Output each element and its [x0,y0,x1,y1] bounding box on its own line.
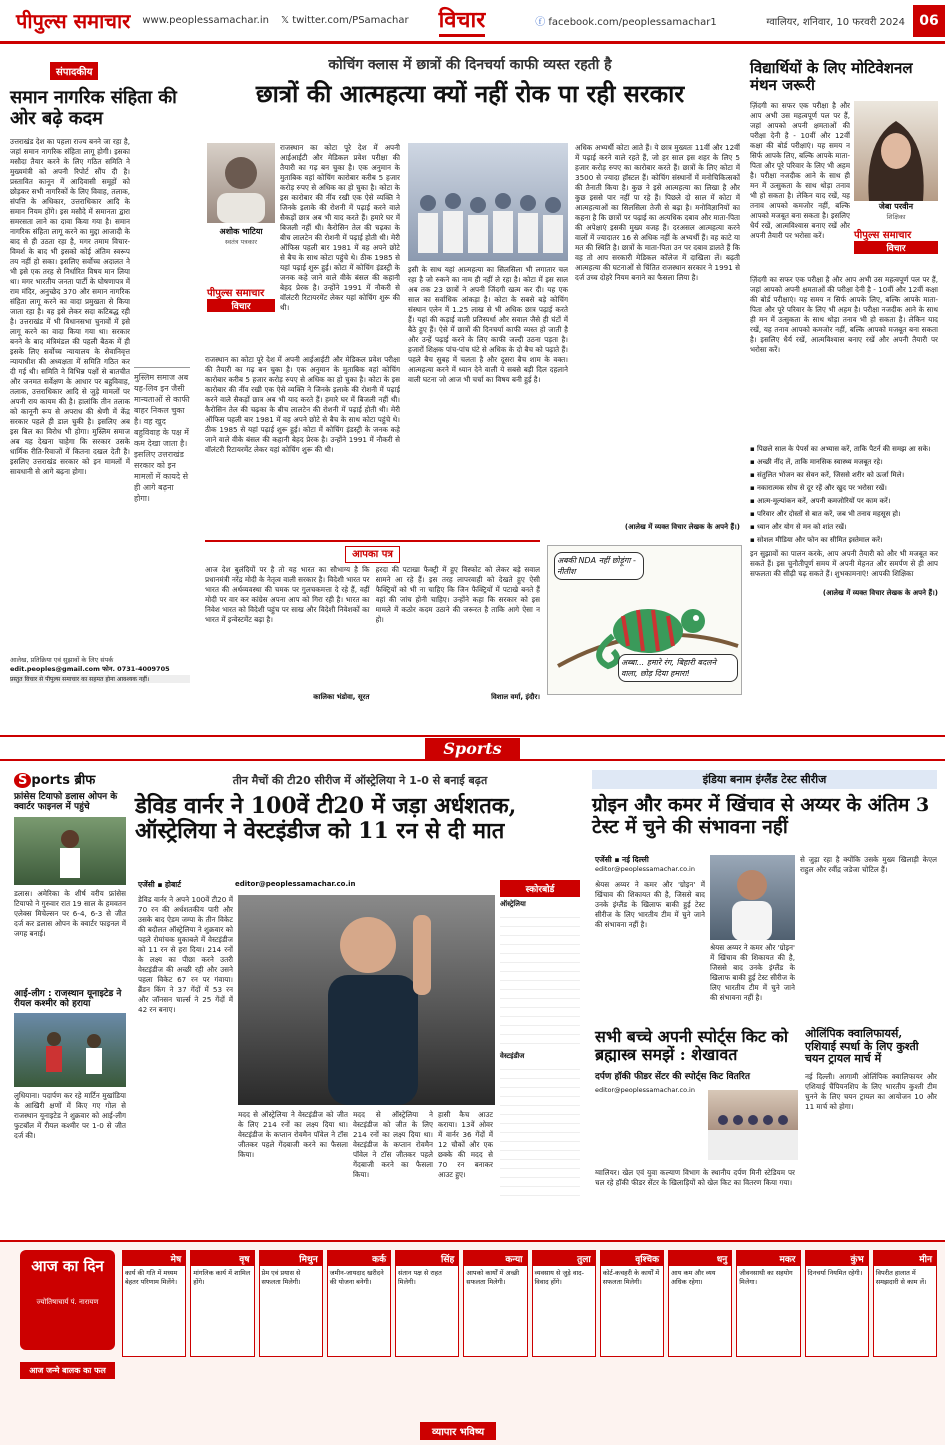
warner-agency: एजेंसी [138,880,155,889]
zodiac-card: सिंह संतान पक्ष से राहत मिलेगी। [395,1250,459,1357]
zodiac-card: कर्क जमीन-जायदाद खरीदने की योजना बनेगी। [327,1250,391,1357]
columnist-name: जेबा परवीन [878,201,914,211]
iyer-body: श्रेयस अय्यर ने कमर और 'ग्रोइन' में खिंचाव की शिकायत की है, जिससे बाद उनके इंग्लैंड के खिलाफ बाकी हुई टेस्ट सीरीज के लिए भारतीय टीम में चुने जाने की संभावना नहीं है। [595,880,705,929]
olympic-body: नई दिल्ली। आगामी ओलिंपिक क्वालिफायर और एशियाई चैंपियनशिप के लिए भारतीय कुश्ती टीम चुनने के लिए चयन ट्रायल का आयोजन 10 और 11 मार्च को होगा। [805,1071,937,1111]
iyer-photo [710,855,795,940]
sports-banner [0,735,945,761]
zodiac-card: मिथुन प्रेम एवं प्रयास से सफलता मिलेगी। [259,1250,323,1357]
zodiac-card: धनु आय कम और व्यय अधिक रहेगा। [668,1250,732,1357]
iyer-kicker: इंडिया बनाम इंग्लैंड टेस्ट सीरीज [592,770,937,789]
warner-headline: डेविड वार्नर ने 100वें टी20 में जड़ा अर्धशतक, ऑस्ट्रेलिया ने वेस्टइंडीज को 11 रन से दी मात [135,793,517,845]
editorial-body: उत्तराखंड देश का पहला राज्य बनने जा रहा है, जहां समान नागरिक संहिता लागू होगी। इसका मसौदा तैयार करने के लिए गठित समिति ने मुख्यमंत्री को अपनी रिपोर्ट सौंप दी है। प्रस्तावित कानून में आदिवासी समूहों को छोड़कर सभी नागरिकों के लिए विवाह, तलाक, संपत्ति के अधिकार, उत्तराधिकार आदि के समान नियम होंगे। इस मसौदे में समानता द्वारा समरसता लाने का दावा किया गया है। समान नागरिक संहिता लागू करने का मुद्दा आजादी के बाद से ही उठता रहा है, मगर तमाम विचार-विमर्श के बाद भी इसको कोई अंतिम स्वरूप तय नहीं हो सका। इसलिए सर्वोच्च अदालत ने भी इसे एक तरह से निर्धारित विषय मान लिया था। मगर भारतीय जनता पार्टी के घोषणापत्र में राम मंदिर, अनुच्छेद 370 और समान नागरिक संहिता लागू करने का वादा प्रमुखता से किया जाता रहा है। वह इसे लेकर सदा कटिबद्ध रही है। उत्तराखंड में भी विधानसभा चुनावों में इसे लागू करने का वादा किया गया था। सरकार बनने के बाद मंत्रिमंडल की पहली बैठक में ही इसके लिए सर्वोच्च न्यायालय के सेवानिवृत्त न्यायाधीश की अध्यक्षता में समिति गठित कर दी गई थी। समिति ने विभिन्न पक्षों से बातचीत और जनमत सर्वेक्षण के आधार पर बहुविवाह, तलाक, उत्तराधिकार आदि से जुड़े मामलों पर अपनी राय कायम की है। हालांकि तीन तलाक को कानूनी रूप से अपराध की श्रेणी में केंद्र सरकार पहले ही डाल चुकी है। इसलिए अब इस बिल का विरोध भी होगा। मुस्लिम समाज अब यह देखना चाहेगा कि सरकार उसके धार्मिक रीति-रिवाजों में कितना दखल देती है। इसलिए उत्तराखंड सरकार को इन मामलों में सावधानी से आगे बढ़ना होगा। [10,137,130,477]
motivation-body-continued: ज़िंदगी का सफर एक परीक्षा है और आप अभी उस महत्वपूर्ण पल पर हैं, जहां आपको अपनी क्षमताओं की परीक्षा देनी है - 10वीं और 12वीं कक्षा की बोर्ड परीक्षाएं। यह समय न सिर्फ आपके लिए, बल्कि आपके माता-पिता और पूरे परिवार के लिए भी अहम है। परीक्षा नजदीक आने के साथ ही मन में उत्सुकता के साथ थोड़ा तनाव भी हो सकता है। लेकिन याद रखें, यह तनाव आपको कमजोर नहीं, बल्कि आपको मजबूत बना सकता है। इसलिए धैर्य रखें, आत्मविश्वास बनाए रखें और अपनी तैयारी पर भरोसा करें। [750,274,938,354]
horoscope-title: आज का दिन [31,1257,104,1275]
twitter-icon: 𝕏 [280,15,293,26]
author-name: अशोक भाटिया [219,227,263,236]
lead-headline: छात्रों की आत्महत्या क्यों नहीं रोक पा रही सरकार [255,79,685,108]
scorecard-team2: वेस्टइंडीज [500,1052,525,1060]
scorecard [500,880,580,1220]
tip: ▪ संतुलित भोजन का सेवन करें, जिससे शरीर को ऊर्जा मिले। [750,470,905,479]
tip: ▪ परिवार और दोस्तों से बात करें, जब भी तनाव महसूस हो। [750,509,901,518]
lead-col2: इसी के साथ यहां आत्महत्या का सिलसिला भी लगातार चल रहा है जो रुकने का नाम ही नहीं ले रहा है। कोटा में इस साल अब तक 23 छात्रों ने अपनी जिंदगी खत्म कर दी। यह एक साल का सर्वाधिक आंकड़ा है। कोटा के सबसे बड़े कोचिंग संस्थान एलेन में 1.25 लाख से भी अधिक छात्र पढ़ाई करते हैं। यहां की कड़ाई वाली प्रतिस्पर्धा और सवाल जैसे ही घंटों में बैठे हुए हैं। ऐसे में छात्रों की दिनचर्या काफी व्यस्त हो जाती है और उन्हें पढ़ाई करने के लिए काफी जल्दी उठना पड़ता है। हजारों शिक्षक पांच-पांच घंटे से अधिक के दो बैच को पढ़ाते हैं। पहले बैच सुबह में चलता है और दूसरा बैच शाम के वक्त। आत्महत्या करने में ध्यान देने वाली ये सबसे बड़ी दिल दहलाने वाली घटना जो आज भी चर्चा का विषय बनी हुई है। [408,265,568,384]
zodiac-card: मेष कार्य की गति में मध्यम बेहतर परिणाम मिलेंगे। [122,1250,186,1357]
editorial-headline: समान नागरिक संहिता की ओर बढ़े कदम [10,87,177,129]
classroom-photo [408,143,568,261]
iyer-headline: ग्रोइन और कमर में खिंचाव से अय्यर के अंतिम 3 टेस्ट में चुने की संभावना नहीं [592,794,930,838]
masthead [0,0,945,44]
letter-2-sign: विशाल वर्मा, इंदौर। [491,693,540,701]
hockey-story [595,1028,795,1094]
zodiac-card: मीन विपरीत हालात में समझदारी से काम लें। [873,1250,937,1357]
warner-body: डेविड वार्नर ने अपने 100वें टी20 में 70 रन की अर्धशतकीय पारी और उसके बाद ऐडम जम्पा के तीन विकेट की बदौलत ऑस्ट्रेलिया ने शुक्रवार को पहले रोमांचक मुकाबले में वेस्टइंडीज को 11 रन से हरा दिया। 214 रनों के लक्ष्य का पीछा करने उतरी वेस्टइंडीज की अच्छी रही और उसने पहला विकेट 67 रन पर गंवाया। ब्रैंडन किंग ने 37 गेंदों में 53 रन और जॉनसन चार्ल्स ने 25 गेंदों में 42 रन बनाए। [138,895,233,1014]
lead-col1-top: राजस्थान का कोटा पूरे देश में अपनी आईआईटी और मेडिकल प्रवेश परीक्षा की तैयारी का गढ़ बन चुका है। एक अनुमान के मुताबिक वहां कोचिंग कारोबार करीब 5 हजार करोड़ रुपए से अधिक का हो चुका है। कोटा के इस कारोबार की नींव रखी एक ऐसे व्यक्ति ने जिनके इलाके की रोशनी में पढ़ाई करने वाले सैकड़ों छात्र अब भी याद करते हैं। हमारे घर में बिजली नहीं थी। कैरोसिन तेल की चढ़का के बीच लालटेन की रोशनी में पढ़ाई होती थी। मेरी ऑफिस पहली बार 1981 में वह अपने छोटे से बैच के साथ कोटा पहुंचे थे। ठीक 1985 से यहां पढ़ाई शुरू हुई। कोटा में कोचिंग इंडस्ट्री के जनक कहे जाने वाले वीके बंसल की कहानी बेहद प्रेरक है। उन्होंने 1991 में नौकरी से वॉलंटरी रिटायरमेंट लेकर यहां कोचिंग शुरू की थी। [280,143,400,312]
lead-brand-box [207,285,275,312]
zodiac-card: वृश्चिक कोर्ट-कचहरी के कार्यों में सफलता मिलेगी। [600,1250,664,1357]
iyer-agency: एजेंसी [595,855,612,864]
warner-place: होबार्ट [165,880,181,889]
zodiac-card: तुला व्यवसाय से जुड़े वाद-विवाद होंगे। [532,1250,596,1357]
cartoon-caption-bottom: अब्बा... हमारे रंग, बिहारी बदलने वाला, छोड़ दिया हमारा! [618,654,738,682]
iyer-byline: एजेंसी ▪ नई दिल्ली editor@peoplessamachar.co.in [595,855,705,873]
columnist-photo [854,101,938,201]
author-photo [207,143,275,223]
warner-kicker: तीन मैचों की टी20 सीरीज में ऑस्ट्रेलिया ने 1-0 से बनाई बढ़त [232,774,488,787]
tip: ▪ सोशल मीडिया और फोन का सीमित इस्तेमाल करें। [750,535,883,544]
sports-banner-label: Sports [425,738,519,759]
motivation-brand: पीपुल्स समाचार [854,229,912,241]
editorial-footer-contact: आलेख, प्रतिक्रिया एवं सुझावों के लिए संपर्क [10,656,114,665]
brief2-body: लुधियाना। पदार्पण कर रहे मार्टिन मुखांडिया के आखिरी क्षणों में किए गए गोल से राजस्थान यूनाइटेड ने शुक्रवार को आई-लीग फुटबॉल में रीयल कश्मीर पर 1-0 से जीत दर्ज की। [14,1091,126,1141]
motivation-signature: (आलेख में व्यक्त विचार लेखक के अपने हैं।) [822,588,938,597]
hockey-body: ग्वालियर। खेल एवं युवा कल्याण विभाग के स्थानीय दर्पण मिनी स्टेडियम पर चल रहे हॉकी फीडर सेंटर के खिलाड़ियों को खेल किट का वितरण किया गया। [595,1168,795,1187]
iyer-place: नई दिल्ली [622,855,649,864]
editorial-footer-email: edit.peoples@gmail.com फोन. 0731-4009705 [10,665,170,674]
iyer-body-3: से जुड़ा रहा है क्योंकि उसके मुख्य खिलाड़ी केएल राहुल और रवींद्र जडेजा चोटिल हैं। [800,855,937,874]
hockey-email: editor@peoplessamachar.co.in [595,1085,695,1094]
business-forecast-label: व्यापार भविष्य [420,1422,496,1440]
motivation-brand-tag: विचार [854,241,938,254]
iyer-email: editor@peoplessamachar.co.in [595,865,695,873]
football-photo [14,1013,126,1087]
motivation-column [750,60,938,710]
lead-brand: पीपुल्स समाचार [207,288,265,299]
warner-byline: एजेंसी ▪ होबार्ट [138,880,181,889]
editorial-pullquote: मुस्लिम समाज अब यह-लिव इन जैसी मान्यताओं से काफी बाहर निकल चुका है। वह खुद बहुविवाह के पक्ष में कम देखा जाता है। इसलिए उत्तराखंड सरकार को इन मामलों में कायदे से ही आगे बढ़ना होगा। [134,367,190,637]
lead-col3: अधिक अभ्यर्थी कोटा आते हैं। ये छात्र मुख्यतः 11वीं और 12वीं में पढ़ाई करने वाले रहते हैं, जो हर साल इस शहर के लिए 5 हजार करोड़ रुपए का कारोबार करते हैं। छात्रों के लिए कोटा में 3500 से ज्यादा हॉस्टल हैं। कोचिंग संस्थानों में मनोचिकित्सकों की तैनाती किया है। कुछ ने इसे आत्महत्या का लिखा है और कुछ इससे पार नहीं पा रहे हैं। पिछले दो साल में कोटा में आत्महत्याओं का सिलसिला तेजी से बढ़ा है। मनोविज्ञानियों का कहना है कि छात्रों पर पढ़ाई का अत्यधिक दबाव और माता-पिता की अपेक्षाएं इसकी मुख्य वजह हैं। दरअसल आत्महत्या करने वालों में ज्यादातर 16 से अधिक नहीं के अभ्यर्थी हैं। वह काटे या मत की स्थिति है। छात्रों के माता-पिता उन पर दबाव डालते हैं कि वह तो आप सरकारी मेडिकल कॉलेज में दाखिला लें। बढ़ती आत्महत्या की घटनाओं से चिंतित राजस्थान सरकार ने 1991 से दर्ज उच्च दोहरे नियम बनाने का फैसला लिया है। [575,143,740,282]
website-link[interactable]: www.peoplessamachar.in [142,15,269,26]
cartoon-caption-top: अबकी NDA नहीं छोड़ूंगा - नीतीश [554,552,644,580]
zodiac-card: कुंभ दिनचर्या नियमित रहेगी। [805,1250,869,1357]
page-number: 06 [913,5,945,37]
lead-article [200,55,740,108]
olympic-story [805,1028,937,1212]
masthead-logo: पीपुल्स समाचार [16,9,131,33]
warner-body-2: मदद से ऑस्ट्रेलिया ने वेस्टइंडीज को जीत के लिए 214 रनों का लक्ष्य दिया था। वेस्टइंडीज के कप्तान रोवमैन पॉवेल ने टॉस जीतकर पहले गेंदबाजी करने का फैसला किया। [238,1110,348,1159]
warner-email: editor@peoplessamachar.co.in [235,880,356,888]
horoscope-section [0,1240,945,1445]
brief-label: ports ब्रीफ [31,773,96,788]
editorial-disclaimer: प्रस्तुत विचार से पीपुल्स समाचार का सहमत होना आवश्यक नहीं। [10,675,190,683]
iyer-story [592,770,937,839]
section-title: विचार [439,4,486,37]
author-byline [207,226,275,246]
twitter-link[interactable]: 𝕏 twitter.com/PSamachar [280,15,409,26]
letter-2: हरदा की पटाखा फैक्ट्री में हुए विस्फोट को लेकर बड़े सवाल सामने आ रहे हैं। इस तरह लापरवाही को देखते हुए ऐसी फैक्ट्रियों को भी ना चाहिए कि जिन फैक्ट्रियों में पटाखे बनते हैं वहां की जांच होनी चाहिए। उन्होंने कहा कि सरकार को इस मामले में कठोर कदम उठाने की जरूरत है ताकि आगे ऐसा न हो। [375,565,540,624]
warner-body-4: हासी कैच आउट कराया। 13वें ओवर में वार्नर 36 गेंदों में 12 चौकों और एक छक्के की मदद से 70 रन बनाकर आउट हुए। [438,1110,493,1179]
sports-brief [14,770,126,1230]
letters-box [205,540,540,705]
motivation-closing: इन सुझावों का पालन करके, आप अपनी तैयारी को और भी मजबूत कर सकते हैं। इस चुनौतीपूर्ण समय में अपनी मेहनत और समर्पण से ही आप सफलता की सीढ़ी चढ़ सकते हैं। शुभकामनाएं! आपकी शिक्षिका [750,548,938,578]
scorecard-table1 [500,909,580,1049]
warner-body-3: मदद से ऑस्ट्रेलिया ने वेस्टइंडीज को जीत के लिए 214 रनों का लक्ष्य दिया था। वेस्टइंडीज के कप्तान रोवमैन पॉवेल ने टॉस जीतकर पहले गेंदबाजी करने का फैसला किया। [353,1110,433,1179]
horoscope-astrologer: ज्योतिषाचार्य पं. नारायण [36,1298,99,1306]
motivation-intro: ज़िंदगी का सफर एक परीक्षा है और आप अभी उस महत्वपूर्ण पल पर हैं, जहां आपको अपनी क्षमताओं की परीक्षा देनी है - 10वीं और 12वीं कक्षा की बोर्ड परीक्षाएं। यह समय न सिर्फ आपके लिए, बल्कि आपके माता-पिता और पूरे परिवार के लिए भी अहम है। परीक्षा नजदीक आने के साथ ही मन में उत्सुकता के साथ थोड़ा तनाव भी हो सकता है। लेकिन याद रखें, यह तनाव आपको कमजोर नहीं, बल्कि आपको मजबूत बना सकता है। इसलिए धैर्य रखें, आत्मविश्वास बनाए रखें और अपनी तैयारी पर भरोसा करें। [750,100,850,240]
brief1-headline: फ्रांसेस टियाफो डलास ओपन के क्वार्टर फाइनल में पहुंचे [14,792,118,813]
zodiac-card: वृष मांगलिक कार्य में शामिल होंगे। [190,1250,254,1357]
dateline: ग्वालियर, शनिवार, 10 फरवरी 2024 [766,16,905,28]
motivation-tips [750,444,938,545]
motivation-headline: विद्यार्थियों के लिए मोटिवेशनल मंथन जरूरी [750,59,913,95]
scorecard-table2 [500,1061,580,1201]
tip: ▪ आत्म-मूल्यांकन करें, अपनी कमजोरियों पर काम करें। [750,496,891,505]
tennis-photo [14,817,126,885]
scorecard-team1: ऑस्ट्रेलिया [500,900,526,908]
tip: ▪ पिछले साल के पेपर्स का अभ्यास करें, ताकि पैटर्न की समझ आ सके। [750,444,931,453]
iyer-body-2: श्रेयस अय्यर ने कमर और 'ग्रोइन' में खिंचाव की शिकायत की है, जिससे बाद उनके इंग्लैंड के खिलाफ बाकी हुई टेस्ट सीरीज के लिए भारतीय टीम में चुने जाने की संभावना नहीं है। [710,943,795,1002]
hockey-subhead: दर्पण हॉकी फीडर सेंटर की स्पोर्ट्स किट वितरित [595,1071,750,1082]
zodiac-card: कन्या आपको कार्यों में अच्छी सफलता मिलेगी। [463,1250,527,1357]
tip: ▪ अच्छी नींद लें, ताकि मानसिक स्वास्थ्य मजबूत रहे। [750,457,883,466]
editorial-label: संपादकीय [50,62,98,80]
tip: ▪ ध्यान और योग से मन को शांत रखें। [750,522,847,531]
cartoon [547,545,742,695]
lead-kicker: कोचिंग क्लास में छात्रों की दिनचर्या काफी व्यस्त रहती है [328,57,612,73]
tip: ▪ नकारात्मक सोच से दूर रहें और खुद पर भरोसा रखें। [750,483,887,492]
scorecard-label: स्कोरबोर्ड [500,880,580,897]
horoscope-bday-label: आज जन्मे बालक का फल [20,1362,115,1379]
hockey-photo [708,1090,798,1160]
warner-story [135,773,585,845]
hockey-headline: सभी बच्चे अपनी स्पोर्ट्स किट को ब्रह्मास्त्र समझें : शेखावत [595,1027,788,1065]
letters-label: आपका पत्र [345,546,400,563]
columnist-role: शिक्षिका [886,212,906,221]
brief-s-icon: S [14,773,31,788]
facebook-link[interactable]: ⓕ facebook.com/peoplessamachar1 [535,17,717,28]
horoscope-grid [122,1250,937,1357]
lead-col1-bottom: राजस्थान का कोटा पूरे देश में अपनी आईआईटी और मेडिकल प्रवेश परीक्षा की तैयारी का गढ़ बन चुका है। एक अनुमान के मुताबिक वहां कोचिंग कारोबार करीब 5 हजार करोड़ रुपए से अधिक का हो चुका है। कोटा के इस कारोबार की नींव रखी एक ऐसे व्यक्ति ने जिनके इलाके की रोशनी में पढ़ाई करने वाले सैकड़ों छात्र अब भी याद करते हैं। हमारे घर में बिजली नहीं थी। कैरोसिन तेल की चढ़का के बीच लालटेन की रोशनी में पढ़ाई होती थी। मेरी ऑफिस पहली बार 1981 में वह अपने छोटे से बैच के साथ कोटा पहुंचे थे। ठीक 1985 से यहां पढ़ाई शुरू हुई। कोटा में कोचिंग इंडस्ट्री के जनक कहे जाने वाले वीके बंसल की कहानी बेहद प्रेरक है। उन्होंने 1991 में नौकरी से वॉलंटरी रिटायरमेंट लेकर यहां कोचिंग शुरू की थी। [205,355,400,454]
author-role: स्वतंत्र पत्रकार [224,238,258,246]
editorial-column [10,60,190,700]
brief1-body: डलास। अमेरिका के शीर्ष वरीय फ्रांसेस टियाफो ने गुरुवार रात 19 साल के हमवतन एलेक्स मिचेल्सन पर 6-4, 6-3 से जीत दर्ज कर डलास ओपन के क्वार्टर फाइनल में जगह बनाई। [14,888,126,938]
letter-1: आज देश बुलंदियों पर है तो यह भारत का सौभाग्य है कि प्रधानमंत्री नरेंद्र मोदी के नेतृत्व वाली सरकार है। विदेशी भारत पर भारत की अर्थव्यवस्था की चमक पर गुलचकमत्ता दे रहे हैं, वहीं मोदी पर वार कर कांग्रेस अपना आप को गिरा रही है। भारत का निवेश भारत को विदेशी पहुंच पर साख और विदेशी निवेशकों का भारत में इन्वेस्टमेंट बढ़ा है। [205,565,370,624]
letter-1-sign: कालिका भंडोवा, सूरत [313,693,370,701]
lead-signature: (आलेख में व्यक्त विचार लेखक के अपने हैं।) [624,523,740,531]
facebook-icon: ⓕ [535,17,549,28]
horoscope-title-box [20,1250,115,1350]
warner-photo [238,895,495,1105]
lead-brand-tag: विचार [207,299,275,312]
zodiac-card: मकर जीवनसाथी का सहयोग मिलेगा। [736,1250,800,1357]
olympic-headline: ओलिंपिक क्वालिफायर्स, एशियाई स्पर्धा के लिए कुश्ती चयन ट्रायल मार्च में [805,1027,919,1066]
brief2-headline: आई-लीग : राजस्थान यूनाइटेड ने रीयल कश्मीर को हराया [14,988,122,1010]
